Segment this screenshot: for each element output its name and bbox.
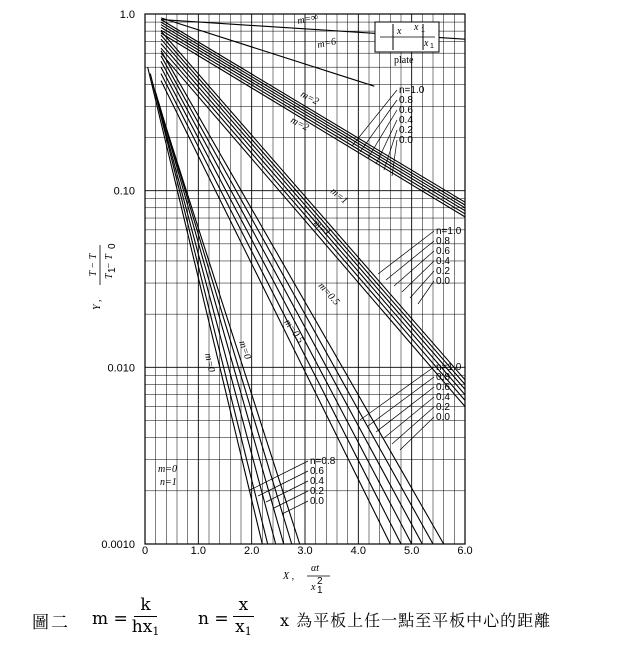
label-m-0-b: m=0: [202, 352, 217, 374]
n-label: 0.6: [399, 105, 413, 116]
x-tick-label: 3.0: [297, 545, 313, 557]
caption-description: x 為平板上任一點至平板中心的距離: [280, 611, 552, 630]
y-frac-num: T − T: [88, 253, 99, 277]
label-m-05-b: m=0.5: [281, 317, 306, 346]
n-label: 0.8: [399, 95, 413, 106]
label-m-2-b: m=2: [288, 114, 311, 134]
label-n-1-bottom: n=1: [160, 477, 177, 488]
inset-x1-bottom: x: [424, 38, 429, 49]
n-label: n=1.0: [436, 362, 462, 373]
n-numerator: x: [233, 596, 255, 617]
n-leader: [418, 281, 434, 304]
n-label: 0.6: [436, 382, 450, 393]
n-leader: [410, 271, 434, 298]
series-line: [161, 33, 465, 217]
series-line: [161, 61, 422, 544]
inset-x1-bottom-sub: 1: [430, 43, 434, 50]
n-label: 0.8: [436, 372, 450, 383]
figure-caption: [20, 596, 620, 656]
n-leader: [274, 491, 308, 508]
x-tick-label: 1.0: [190, 545, 206, 557]
x-axis-letter: X ,: [283, 571, 295, 582]
x-frac-den: x: [311, 582, 316, 593]
series-line: [161, 30, 465, 214]
figure-number: 圖二: [32, 613, 70, 633]
series-line: [161, 74, 401, 544]
label-m-05-a: m=0.5: [315, 280, 342, 308]
m-numerator: k: [134, 596, 156, 617]
m-definition: [92, 596, 159, 641]
n-leader: [266, 481, 308, 502]
x-tick-label: 6.0: [457, 545, 473, 557]
n-label: 0.0: [436, 412, 450, 423]
n-label: 0.4: [310, 476, 324, 487]
n-label: 0.8: [436, 236, 450, 247]
x-axis-label: [282, 563, 330, 596]
n-label: 0.0: [436, 276, 450, 287]
n-label: 0.2: [436, 266, 450, 277]
inset-diagram: [375, 22, 439, 66]
x-frac-den-sub: 1: [317, 585, 323, 596]
n-label: 0.2: [436, 402, 450, 413]
x-tick-label: 0: [141, 545, 149, 557]
inset-x1-top: x: [414, 22, 419, 33]
x-tick-label: 2.0: [244, 545, 260, 557]
n-denominator: $x_1$: [235, 617, 252, 638]
n-leader: [360, 367, 434, 420]
series-line: [161, 81, 390, 544]
n-leader: [360, 100, 397, 152]
n-label: 0.4: [399, 115, 413, 126]
n-definition: [198, 596, 254, 641]
n-label: 0.4: [436, 256, 450, 267]
n-label: 0.6: [310, 466, 324, 477]
n-leader: [378, 231, 434, 274]
label-m-6: m=6: [316, 36, 338, 51]
inset-x1-top-sub: 1: [421, 27, 425, 34]
n-label: 0.0: [399, 135, 413, 146]
label-m-1-b: m=1: [311, 217, 333, 239]
inset-plate-label: plate: [394, 55, 414, 66]
inset-x-label: x: [397, 26, 402, 37]
label-m-inf: m=∞: [296, 11, 320, 27]
n-leader: [384, 397, 434, 438]
n-label: n=1.0: [436, 226, 462, 237]
y-frac-den-tail: − T: [104, 254, 115, 269]
x-tick-label: 5.0: [404, 545, 420, 557]
n-labels-m2: [352, 85, 425, 176]
n-label: 0.0: [310, 496, 324, 507]
label-m-1-a: m=1: [328, 185, 350, 207]
label-m-2-a: m=2: [298, 88, 321, 108]
series-line: [161, 27, 465, 210]
x-frac-den-sup: 2: [317, 576, 323, 587]
label-m-0-a: m=0: [236, 339, 254, 361]
y-axis-letter: Y ,: [92, 299, 103, 310]
n-leader: [386, 241, 434, 280]
n-label: 0.4: [436, 392, 450, 403]
y-tick-label: 1.0: [119, 9, 135, 21]
y-frac-den: T: [104, 273, 115, 279]
y-tick-label: 0.010: [107, 362, 135, 375]
y-tick-label: 0.0010: [101, 539, 135, 551]
x-tick-label: 4.0: [350, 545, 366, 557]
n-label: 0.2: [399, 125, 413, 136]
y-tick-label: 0.10: [113, 185, 135, 198]
y-frac-den-tail-sub: 0: [107, 243, 118, 249]
n-labels-m0: [250, 456, 336, 514]
m-denominator: $hx_1$: [131, 617, 160, 638]
series-line: [158, 101, 291, 544]
n-label: 0.2: [310, 486, 324, 497]
m-lhs: m =: [92, 608, 128, 629]
n-leader: [282, 501, 308, 514]
n-label: n=1.0: [399, 85, 425, 96]
y-frac-den-sub: 1: [107, 267, 118, 273]
x-frac-num: αt: [311, 563, 320, 574]
y-axis-label: [88, 243, 118, 310]
n-lhs: n =: [198, 608, 229, 629]
n-label: n=0.8: [310, 456, 336, 467]
label-m-0-bottom: m=0: [158, 464, 177, 475]
n-leader: [392, 407, 434, 444]
n-label: 0.6: [436, 246, 450, 257]
